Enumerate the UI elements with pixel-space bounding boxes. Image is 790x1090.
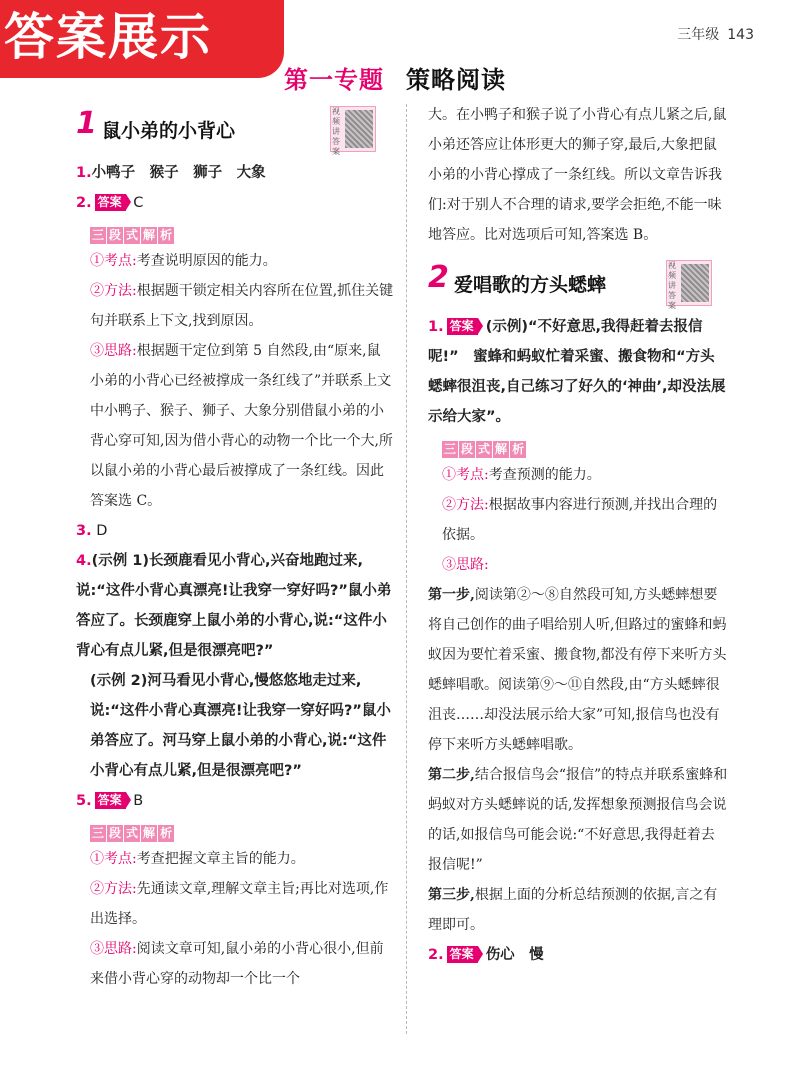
q3: 3. D: [76, 523, 108, 539]
topic-title: [0, 60, 790, 95]
q4-example-1: 4.(示例 1)长颈鹿看见小背心,兴奋地跑过来,说:“这件小背心真漂亮!让我穿一穿好吗?”鼠小弟答应了。长颈鹿穿上鼠小弟的小背心,说:“这件小背心有点儿紧,但是很漂亮吧?”: [76, 553, 392, 659]
s2-q2: 2. 答案 伤心 慢: [428, 947, 544, 963]
s2-idea: ③思路:: [442, 557, 489, 573]
grade-label: 三年级: [677, 27, 720, 43]
right-column: [428, 100, 728, 970]
section-number: 1: [76, 106, 97, 141]
section-title: 爱唱歌的方头蟋蟀: [454, 274, 607, 296]
q5-idea: ③思路:阅读文章可知,鼠小弟的小背心很小,但前来借小背心穿的动物却一个比一个: [90, 941, 384, 987]
left-column: [76, 100, 394, 994]
section-number: 2: [428, 260, 449, 295]
answer-tag: 答案: [447, 946, 478, 963]
answer-tag: 答案: [447, 318, 478, 335]
answer-banner: 答案展示: [0, 0, 284, 78]
qr-label: 视频讲答案: [668, 261, 676, 310]
section-1-heading: [76, 100, 394, 158]
q2-method: ②方法:根据题干锁定相关内容所在位置,抓住关键句并联系上下文,找到原因。: [90, 283, 394, 329]
analysis-label: 三 段 式 解 析: [444, 442, 525, 456]
q5-idea-continued: 大。在小鸭子和猴子说了小背心有点儿紧之后,鼠小弟还答应让体形更大的狮子穿,最后,大象把鼠小弟的小背心撑成了一条红线。所以文章告诉我们:对于别人不合理的请求,要学会拒绝,不能一味地答应。比对选项后可知,答案选 B。: [428, 107, 727, 243]
q2: 2. 答案 C: [76, 195, 144, 211]
step-2: 第二步,结合报信鸟会“报信”的特点并联系蜜蜂和蚂蚁对方头蟋蟀说的话,发挥想象预测报信鸟会说的话,如报信鸟可能会说:“不好意思,我得赶着去报信呢!”: [428, 767, 728, 873]
qr-code-icon[interactable]: [330, 106, 376, 156]
q1: 1.小鸭子 猴子 狮子 大象: [76, 165, 266, 181]
topic-part1: 第一专题: [284, 66, 384, 94]
q5-point: ①考点:考查把握文章主旨的能力。: [90, 851, 305, 867]
q5-method: ②方法:先通读文章,理解文章主旨;再比对选项,作出选择。: [90, 881, 389, 927]
q5: 5. 答案 B: [76, 793, 144, 809]
page-header: [677, 24, 754, 44]
s2-q1: 1. 答案 (示例)“不好意思,我得赶着去报信呢!” 蜜蜂和蚂蚁忙着采蜜、搬食物和“方头蟋蟀很沮丧,自己练习了好久的‘神曲’,却没法展示给大家”。: [428, 319, 726, 425]
qr-pattern: [345, 110, 373, 148]
topic-part2: 策略阅读: [406, 66, 506, 94]
q4-example-2: (示例 2)河马看见小背心,慢悠悠地走过来,说:“这件小背心真漂亮!让我穿一穿好吗?”鼠小弟答应了。河马穿上鼠小弟的小背心,说:“这件小背心有点儿紧,但是很漂亮吧?”: [90, 673, 391, 779]
s2-point: ①考点:考查预测的能力。: [442, 467, 601, 483]
analysis-label: 三 段 式 解 析: [92, 826, 173, 840]
s2-method: ②方法:根据故事内容进行预测,并找出合理的依据。: [442, 497, 718, 543]
qr-label: 视频讲答案: [332, 107, 340, 156]
q2-idea: ③思路:根据题干定位到第 5 自然段,由“原来,鼠小弟的小背心已经被撑成一条红线了”并联系上文中小鸭子、猴子、狮子、大象分别借鼠小弟的小背心穿可知,因为借小背心的动物一个比一个大,所以鼠小弟的小背心最后被撑成了一条红线。因此答案选 C。: [90, 343, 393, 509]
analysis-label: 三 段 式 解 析: [92, 228, 173, 242]
section-2-heading: [428, 254, 728, 312]
qr-code-icon[interactable]: [666, 260, 712, 310]
answer-tag: 答案: [95, 792, 126, 809]
qr-pattern: [681, 264, 709, 302]
step-3: 第三步,根据上面的分析总结预测的依据,言之有理即可。: [428, 887, 718, 933]
column-divider: [406, 104, 407, 1034]
section-title: 鼠小弟的小背心: [102, 120, 236, 142]
answer-tag: 答案: [95, 194, 126, 211]
page-number: 143: [727, 27, 754, 43]
q2-point: ①考点:考查说明原因的能力。: [90, 253, 277, 269]
step-1: 第一步,阅读第②～⑧自然段可知,方头蟋蟀想要将自己创作的曲子唱给别人听,但路过的蜜蜂和蚂蚁因为要忙着采蜜、搬食物,都没有停下来听方头蟋蟀唱歌。阅读第⑨～⑪自然段,由“方头蟋蟀很沮丧……却没法展示给大家”可知,报信鸟也没有停下来听方头蟋蟀唱歌。: [428, 587, 727, 753]
